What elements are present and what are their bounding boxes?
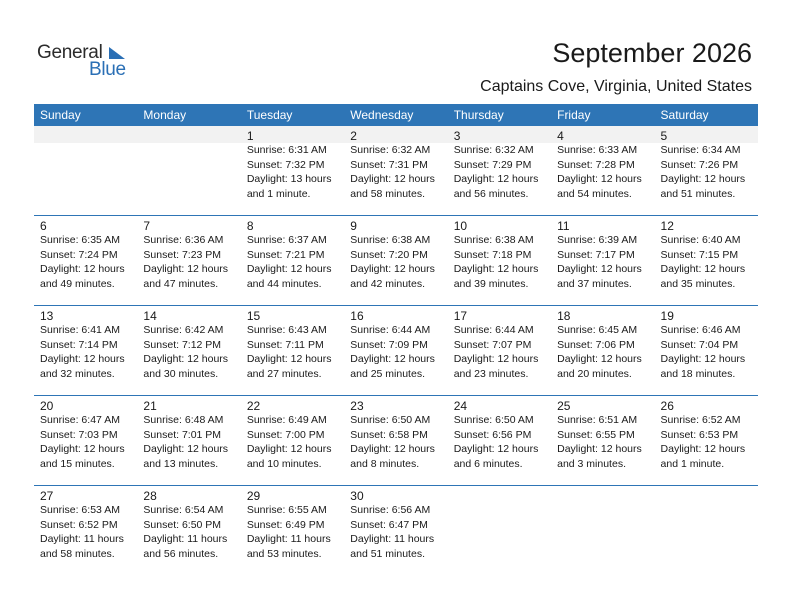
daylight-remainder-text: and 35 minutes. bbox=[660, 277, 736, 290]
daylight-remainder-text: and 54 minutes. bbox=[557, 187, 632, 200]
sunrise-text: Sunrise: 6:50 AM bbox=[453, 414, 534, 426]
day-number: 22 bbox=[246, 399, 261, 413]
empty-day-cell bbox=[551, 486, 654, 576]
daylight-text: Daylight: 12 hours bbox=[557, 443, 642, 456]
sunrise-text: Sunrise: 6:56 AM bbox=[350, 504, 431, 516]
daylight-remainder-text: and 44 minutes. bbox=[246, 277, 322, 290]
daylight-text: Daylight: 13 hours bbox=[246, 173, 332, 186]
day-number: 7 bbox=[143, 219, 151, 233]
day-number: 5 bbox=[660, 129, 668, 143]
day-number: 27 bbox=[40, 489, 54, 503]
daylight-remainder-text: and 56 minutes. bbox=[143, 547, 219, 560]
sunrise-text: Sunrise: 6:47 AM bbox=[40, 414, 120, 426]
sunset-text: Sunset: 6:49 PM bbox=[246, 518, 325, 531]
day-cell bbox=[655, 126, 758, 215]
sunset-text: Sunset: 7:29 PM bbox=[453, 158, 532, 171]
sunrise-text: Sunrise: 6:41 AM bbox=[40, 324, 120, 336]
page-title: September 2026 bbox=[552, 38, 752, 68]
day-cell bbox=[448, 216, 551, 305]
day-cell bbox=[241, 126, 344, 215]
day-number: 18 bbox=[557, 309, 571, 323]
day-number: 1 bbox=[246, 129, 254, 143]
daylight-text: Daylight: 12 hours bbox=[660, 173, 746, 186]
daylight-text: Daylight: 11 hours bbox=[40, 533, 124, 546]
daylight-text: Daylight: 12 hours bbox=[350, 263, 435, 276]
weekday-tuesday: Tuesday bbox=[246, 108, 293, 122]
daylight-text: Daylight: 12 hours bbox=[40, 443, 125, 456]
sunrise-text: Sunrise: 6:55 AM bbox=[246, 504, 327, 516]
day-cell bbox=[34, 396, 137, 485]
daylight-remainder-text: and 37 minutes. bbox=[557, 277, 632, 290]
weekday-saturday: Saturday bbox=[660, 108, 709, 122]
sunset-text: Sunset: 7:18 PM bbox=[453, 248, 532, 261]
day-number: 29 bbox=[246, 489, 261, 503]
sunset-text: Sunset: 7:04 PM bbox=[660, 338, 739, 351]
day-cell bbox=[551, 306, 654, 395]
day-cell bbox=[34, 306, 137, 395]
sunset-text: Sunset: 7:24 PM bbox=[40, 248, 118, 261]
weekday-header bbox=[34, 104, 758, 126]
weekday-thursday: Thursday bbox=[453, 108, 504, 122]
day-number: 17 bbox=[453, 309, 468, 323]
sunrise-text: Sunrise: 6:34 AM bbox=[660, 144, 741, 156]
sunset-text: Sunset: 7:31 PM bbox=[350, 158, 428, 171]
day-number: 24 bbox=[453, 399, 468, 413]
sunset-text: Sunset: 6:47 PM bbox=[350, 518, 428, 531]
daylight-remainder-text: and 51 minutes. bbox=[660, 187, 736, 200]
weekday-wednesday: Wednesday bbox=[350, 108, 414, 122]
daylight-text: Daylight: 11 hours bbox=[143, 533, 228, 546]
day-number: 13 bbox=[40, 309, 54, 323]
weekday-sunday: Sunday bbox=[40, 108, 81, 122]
day-number: 8 bbox=[246, 219, 254, 233]
sunset-text: Sunset: 6:53 PM bbox=[660, 428, 739, 441]
daylight-remainder-text: and 39 minutes. bbox=[453, 277, 529, 290]
daylight-text: Daylight: 12 hours bbox=[246, 353, 332, 366]
day-number: 2 bbox=[350, 129, 357, 143]
daylight-remainder-text: and 6 minutes. bbox=[453, 457, 523, 470]
sunrise-text: Sunrise: 6:35 AM bbox=[40, 234, 120, 246]
daylight-remainder-text: and 27 minutes. bbox=[246, 367, 322, 380]
empty-day-cell bbox=[34, 126, 137, 215]
daylight-remainder-text: and 25 minutes. bbox=[350, 367, 425, 380]
day-cell bbox=[344, 396, 447, 485]
daylight-text: Daylight: 12 hours bbox=[557, 353, 642, 366]
sunset-text: Sunset: 7:23 PM bbox=[143, 248, 222, 261]
sunrise-text: Sunrise: 6:48 AM bbox=[143, 414, 224, 426]
day-number: 16 bbox=[350, 309, 364, 323]
daylight-remainder-text: and 8 minutes. bbox=[350, 457, 420, 470]
day-cell bbox=[241, 216, 344, 305]
day-number: 15 bbox=[246, 309, 261, 323]
day-cell bbox=[655, 216, 758, 305]
sunrise-text: Sunrise: 6:42 AM bbox=[143, 324, 224, 336]
sunset-text: Sunset: 7:17 PM bbox=[557, 248, 635, 261]
daylight-text: Daylight: 12 hours bbox=[143, 263, 229, 276]
sunset-text: Sunset: 7:15 PM bbox=[660, 248, 739, 261]
daylight-text: Daylight: 12 hours bbox=[660, 353, 746, 366]
day-number: 9 bbox=[350, 219, 357, 233]
sunrise-text: Sunrise: 6:52 AM bbox=[660, 414, 741, 426]
day-cell bbox=[137, 306, 240, 395]
sunrise-text: Sunrise: 6:54 AM bbox=[143, 504, 224, 516]
sunset-text: Sunset: 7:07 PM bbox=[453, 338, 532, 351]
daylight-text: Daylight: 12 hours bbox=[453, 353, 539, 366]
empty-day-cell bbox=[655, 486, 758, 576]
day-number: 20 bbox=[40, 399, 54, 413]
daylight-remainder-text: and 51 minutes. bbox=[350, 547, 425, 560]
logo-blue-text: Blue bbox=[89, 59, 126, 80]
daylight-text: Daylight: 12 hours bbox=[246, 263, 332, 276]
sunrise-text: Sunrise: 6:40 AM bbox=[660, 234, 741, 246]
day-cell bbox=[551, 126, 654, 215]
day-number: 3 bbox=[453, 129, 461, 143]
daylight-remainder-text: and 23 minutes. bbox=[453, 367, 529, 380]
daylight-remainder-text: and 3 minutes. bbox=[557, 457, 626, 470]
sunset-text: Sunset: 7:06 PM bbox=[557, 338, 635, 351]
sunrise-text: Sunrise: 6:37 AM bbox=[246, 234, 327, 246]
calendar-grid bbox=[34, 104, 758, 576]
day-number: 21 bbox=[143, 399, 157, 413]
daylight-remainder-text: and 15 minutes. bbox=[40, 457, 115, 470]
day-cell bbox=[137, 216, 240, 305]
day-number: 25 bbox=[557, 399, 571, 413]
sunrise-text: Sunrise: 6:51 AM bbox=[557, 414, 638, 426]
daylight-remainder-text: and 58 minutes. bbox=[350, 187, 425, 200]
day-number: 19 bbox=[660, 309, 674, 323]
day-cell bbox=[448, 396, 551, 485]
location-subtitle: Captains Cove, Virginia, United States bbox=[480, 78, 752, 95]
daylight-remainder-text: and 30 minutes. bbox=[143, 367, 219, 380]
daylight-text: Daylight: 12 hours bbox=[143, 353, 229, 366]
sunset-text: Sunset: 6:55 PM bbox=[557, 428, 635, 441]
day-cell bbox=[241, 396, 344, 485]
day-number: 26 bbox=[660, 399, 674, 413]
day-number: 14 bbox=[143, 309, 157, 323]
day-cell bbox=[344, 306, 447, 395]
sunset-text: Sunset: 7:21 PM bbox=[246, 248, 325, 261]
sunset-text: Sunset: 7:32 PM bbox=[246, 158, 325, 171]
week-row bbox=[34, 306, 758, 396]
daylight-text: Daylight: 11 hours bbox=[350, 533, 435, 546]
daylight-text: Daylight: 12 hours bbox=[557, 173, 642, 186]
sunset-text: Sunset: 7:03 PM bbox=[40, 428, 118, 441]
sunset-text: Sunset: 6:50 PM bbox=[143, 518, 222, 531]
daylight-text: Daylight: 12 hours bbox=[350, 353, 435, 366]
sunrise-text: Sunrise: 6:32 AM bbox=[350, 144, 431, 156]
sunset-text: Sunset: 7:12 PM bbox=[143, 338, 222, 351]
day-number: 30 bbox=[350, 489, 364, 503]
daylight-remainder-text: and 1 minute. bbox=[246, 187, 311, 200]
daylight-remainder-text: and 18 minutes. bbox=[660, 367, 736, 380]
sunrise-text: Sunrise: 6:44 AM bbox=[453, 324, 534, 336]
day-number: 11 bbox=[557, 219, 570, 233]
sunrise-text: Sunrise: 6:50 AM bbox=[350, 414, 431, 426]
sunset-text: Sunset: 6:56 PM bbox=[453, 428, 532, 441]
daylight-remainder-text: and 47 minutes. bbox=[143, 277, 219, 290]
day-cell bbox=[448, 306, 551, 395]
sunset-text: Sunset: 7:26 PM bbox=[660, 158, 739, 171]
daylight-remainder-text: and 20 minutes. bbox=[557, 367, 632, 380]
daylight-text: Daylight: 12 hours bbox=[143, 443, 229, 456]
sunset-text: Sunset: 7:14 PM bbox=[40, 338, 118, 351]
sunset-text: Sunset: 7:09 PM bbox=[350, 338, 428, 351]
weekday-friday: Friday bbox=[557, 108, 591, 122]
sunrise-text: Sunrise: 6:43 AM bbox=[246, 324, 327, 336]
day-cell bbox=[655, 306, 758, 395]
sunset-text: Sunset: 6:58 PM bbox=[350, 428, 428, 441]
daylight-text: Daylight: 12 hours bbox=[660, 443, 746, 456]
daylight-text: Daylight: 12 hours bbox=[660, 263, 746, 276]
daylight-remainder-text: and 1 minute. bbox=[660, 457, 725, 470]
daylight-remainder-text: and 42 minutes. bbox=[350, 277, 425, 290]
sunrise-text: Sunrise: 6:36 AM bbox=[143, 234, 224, 246]
day-number: 23 bbox=[350, 399, 364, 413]
day-cell bbox=[655, 396, 758, 485]
day-number: 6 bbox=[40, 219, 47, 233]
daylight-text: Daylight: 12 hours bbox=[453, 263, 539, 276]
sunrise-text: Sunrise: 6:46 AM bbox=[660, 324, 741, 336]
sunset-text: Sunset: 7:28 PM bbox=[557, 158, 635, 171]
sunrise-text: Sunrise: 6:49 AM bbox=[246, 414, 327, 426]
sunset-text: Sunset: 6:52 PM bbox=[40, 518, 118, 531]
day-cell bbox=[551, 396, 654, 485]
daylight-remainder-text: and 13 minutes. bbox=[143, 457, 219, 470]
week-row bbox=[34, 216, 758, 306]
empty-day-cell bbox=[137, 126, 240, 215]
daylight-text: Daylight: 11 hours bbox=[246, 533, 331, 546]
sunrise-text: Sunrise: 6:45 AM bbox=[557, 324, 638, 336]
day-cell bbox=[137, 396, 240, 485]
daylight-remainder-text: and 56 minutes. bbox=[453, 187, 529, 200]
sunrise-text: Sunrise: 6:39 AM bbox=[557, 234, 638, 246]
sunrise-text: Sunrise: 6:38 AM bbox=[453, 234, 534, 246]
day-cell bbox=[448, 126, 551, 215]
sunset-text: Sunset: 7:11 PM bbox=[246, 338, 324, 351]
daylight-remainder-text: and 10 minutes. bbox=[246, 457, 322, 470]
daylight-text: Daylight: 12 hours bbox=[350, 443, 435, 456]
sunrise-text: Sunrise: 6:53 AM bbox=[40, 504, 120, 516]
week-row bbox=[34, 396, 758, 486]
day-number: 12 bbox=[660, 219, 674, 233]
daylight-remainder-text: and 32 minutes. bbox=[40, 367, 115, 380]
day-number: 10 bbox=[453, 219, 468, 233]
weekday-monday: Monday bbox=[143, 108, 187, 122]
daylight-remainder-text: and 53 minutes. bbox=[246, 547, 322, 560]
day-cell bbox=[344, 486, 447, 576]
sunset-text: Sunset: 7:20 PM bbox=[350, 248, 428, 261]
daylight-text: Daylight: 12 hours bbox=[453, 173, 539, 186]
logo-general-text: General bbox=[37, 42, 103, 63]
sunrise-text: Sunrise: 6:44 AM bbox=[350, 324, 431, 336]
day-cell bbox=[241, 306, 344, 395]
day-number: 4 bbox=[557, 129, 564, 143]
weeks-container bbox=[34, 126, 758, 576]
sunset-text: Sunset: 7:00 PM bbox=[246, 428, 325, 441]
daylight-text: Daylight: 12 hours bbox=[350, 173, 435, 186]
day-cell bbox=[551, 216, 654, 305]
day-cell bbox=[344, 126, 447, 215]
day-cell bbox=[241, 486, 344, 576]
day-cell bbox=[344, 216, 447, 305]
sunrise-text: Sunrise: 6:33 AM bbox=[557, 144, 638, 156]
day-cell bbox=[34, 486, 137, 576]
sunset-text: Sunset: 7:01 PM bbox=[143, 428, 222, 441]
day-cell bbox=[34, 216, 137, 305]
daylight-text: Daylight: 12 hours bbox=[40, 353, 125, 366]
day-number: 28 bbox=[143, 489, 157, 503]
sunrise-text: Sunrise: 6:38 AM bbox=[350, 234, 431, 246]
daylight-text: Daylight: 12 hours bbox=[40, 263, 125, 276]
day-cell bbox=[137, 486, 240, 576]
daylight-text: Daylight: 12 hours bbox=[453, 443, 539, 456]
daylight-remainder-text: and 49 minutes. bbox=[40, 277, 115, 290]
week-row bbox=[34, 126, 758, 216]
week-row bbox=[34, 486, 758, 576]
daylight-text: Daylight: 12 hours bbox=[557, 263, 642, 276]
logo bbox=[37, 42, 137, 82]
sunrise-text: Sunrise: 6:31 AM bbox=[246, 144, 327, 156]
daylight-text: Daylight: 12 hours bbox=[246, 443, 332, 456]
daylight-remainder-text: and 58 minutes. bbox=[40, 547, 115, 560]
empty-day-cell bbox=[448, 486, 551, 576]
sunrise-text: Sunrise: 6:32 AM bbox=[453, 144, 534, 156]
